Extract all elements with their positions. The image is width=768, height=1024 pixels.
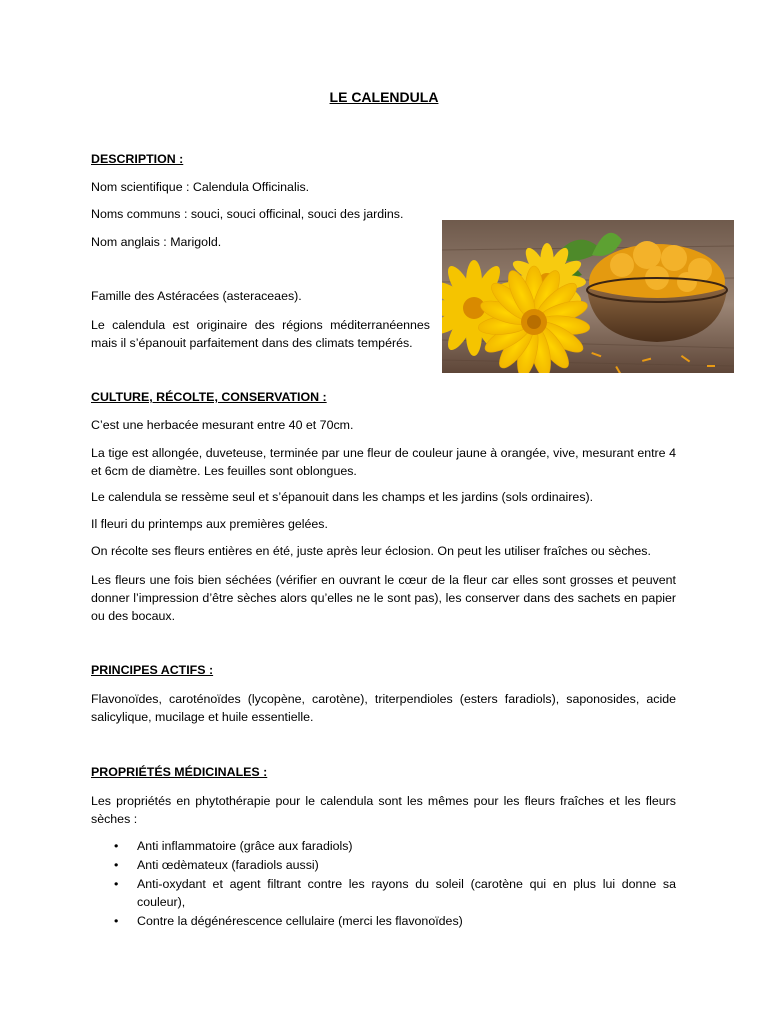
english-name: Nom anglais : Marigold.	[91, 235, 222, 249]
culture-height: C’est une herbacée mesurant entre 40 et 70cm.	[91, 418, 354, 432]
description-heading: DESCRIPTION :	[91, 152, 184, 166]
medicinal-list	[114, 837, 676, 931]
principles-heading: PRINCIPES ACTIFS :	[91, 663, 214, 677]
calendula-photo	[442, 220, 734, 373]
list-item-text: Anti œdèmateux (faradiols aussi)	[137, 858, 319, 872]
culture-storage: Les fleurs une fois bien séchées (vérifier en ouvrant le cœur de la fleur car elles sont grosses et peuvent donner l’impression d’être sèches alors qu’elles ne le sont pas), les conserver dans des sachets en papier ou des bocaux.	[91, 573, 676, 623]
list-item	[114, 912, 676, 930]
culture-heading: CULTURE, RÉCOLTE, CONSERVATION :	[91, 390, 327, 404]
principles-text: Flavonoïdes, caroténoïdes (lycopène, carotène), triterpendioles (esters faradiols), saponosides, acide salicylique, mucilage et huile essentielle.	[91, 692, 676, 724]
family: Famille des Astéracées (asteraceaes).	[91, 289, 302, 303]
medicinal-intro: Les propriétés en phytothérapie pour le calendula sont les mêmes pour les fleurs fraîches et les fleurs sèches :	[91, 794, 676, 826]
scientific-name: Nom scientifique : Calendula Officinalis.	[91, 180, 310, 194]
list-item	[114, 875, 676, 911]
list-item-text: Anti-oxydant et agent filtrant contre les rayons du soleil (carotène qui en plus lui donne sa couleur),	[137, 877, 676, 909]
page-title: LE CALENDULA	[329, 89, 439, 105]
origin-paragraph: Le calendula est originaire des régions méditerranéennes mais il s’épanouit parfaitement dans des climats tempérés.	[91, 318, 430, 350]
bullet-icon: •	[114, 839, 119, 853]
common-names: Noms communs : souci, souci officinal, souci des jardins.	[91, 207, 404, 221]
culture-bloom: Il fleuri du printemps aux premières gelées.	[91, 517, 328, 531]
culture-reseed: Le calendula se ressème seul et s’épanouit dans les champs et les jardins (sols ordinaires).	[91, 490, 594, 504]
list-item-text: Anti inflammatoire (grâce aux faradiols)	[137, 839, 353, 853]
medicinal-heading: PROPRIÉTÉS MÉDICINALES :	[91, 765, 268, 779]
list-item-text: Contre la dégénérescence cellulaire (merci les flavonoïdes)	[137, 914, 463, 928]
bullet-icon: •	[114, 914, 119, 928]
culture-harvest: On récolte ses fleurs entières en été, juste après leur éclosion. On peut les utiliser fraîches ou sèches.	[91, 544, 651, 558]
list-item	[114, 837, 676, 855]
bullet-icon: •	[114, 877, 119, 891]
culture-stem: La tige est allongée, duveteuse, terminée par une fleur de couleur jaune à orangée, vive, mesurant entre 4 et 6cm de diamètre. Les feuilles sont oblongues.	[91, 446, 676, 478]
bullet-icon: •	[114, 858, 119, 872]
list-item	[114, 856, 676, 874]
